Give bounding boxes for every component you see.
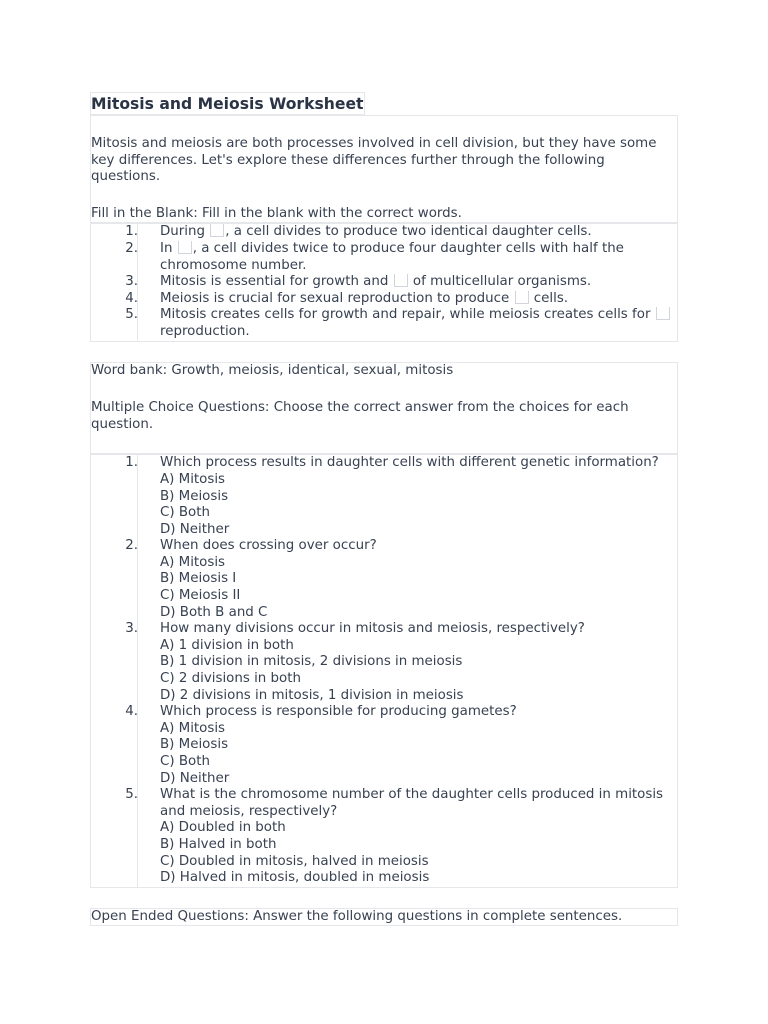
- text-after-blank: reproduction.: [160, 323, 250, 339]
- answer-option: B) Meiosis I: [160, 571, 237, 587]
- answer-option: D) Neither: [160, 770, 230, 786]
- answer-option: C) Both: [160, 754, 210, 769]
- item-number: 2.: [125, 240, 138, 256]
- fill-in-text: [138, 307, 677, 340]
- text-after-blank: , a cell divides twice to produce four daughter cells with half the chromosome number.: [160, 240, 624, 273]
- fill-in-heading: Fill in the Blank: Fill in the blank with the correct words.: [91, 205, 462, 221]
- answer-option: A) 1 division in both: [160, 637, 294, 653]
- text-after-blank: cells.: [533, 290, 569, 306]
- question-text: When does crossing over occur?: [160, 538, 377, 554]
- item-number: 4.: [125, 290, 138, 306]
- question-number: 3.: [125, 621, 138, 637]
- text-before-blank: Mitosis creates cells for growth and repair, while meiosis creates cells for: [160, 307, 651, 323]
- answer-blank[interactable]: [515, 291, 529, 304]
- answer-option: D) Both B and C: [160, 604, 268, 620]
- answer-option: C) Doubled in mitosis, halved in meiosis: [160, 853, 429, 869]
- fill-in-item: [125, 307, 677, 340]
- answer-option: A) Mitosis: [160, 471, 226, 487]
- word-bank: Word bank: Growth, meiosis, identical, sexual, mitosis: [91, 362, 454, 378]
- fill-in-text: [138, 224, 677, 241]
- text-before-blank: Mitosis is essential for growth and: [160, 274, 389, 290]
- question-body: [138, 787, 677, 887]
- question-item: [125, 704, 677, 787]
- multiple-choice-list: [125, 455, 677, 886]
- question-number: 4.: [125, 704, 138, 720]
- answer-option: D) Halved in mitosis, doubled in meiosis: [160, 870, 430, 886]
- question-number: 5.: [125, 787, 138, 803]
- question-text: Which process is responsible for producing gametes?: [160, 704, 517, 720]
- text-after-blank: , a cell divides to produce two identical daughter cells.: [225, 224, 592, 240]
- answer-blank[interactable]: [178, 241, 192, 254]
- answer-option: C) 2 divisions in both: [160, 671, 301, 687]
- question-item: [125, 538, 677, 621]
- item-number: 5.: [125, 307, 138, 323]
- intro-section: [90, 115, 678, 223]
- question-text: What is the chromosome number of the daughter cells produced in mitosis and meiosis, respectively?: [160, 787, 664, 819]
- text-after-blank: of multicellular organisms.: [412, 274, 592, 290]
- multiple-choice-list-box: [90, 454, 678, 887]
- answer-option: B) 1 division in mitosis, 2 divisions in meiosis: [160, 654, 463, 670]
- fill-in-text: [138, 241, 677, 274]
- question-body: [138, 538, 677, 621]
- word-bank-section: [90, 362, 678, 455]
- answer-option: A) Mitosis: [160, 720, 226, 736]
- page-title: Mitosis and Meiosis Worksheet: [90, 92, 365, 115]
- fill-in-text: [138, 291, 677, 308]
- item-number: 3.: [125, 274, 138, 290]
- intro-paragraph: Mitosis and meiosis are both processes involved in cell division, but they have some key differences. Let's explore these differences further through the following questions.: [91, 136, 657, 185]
- answer-option: A) Doubled in both: [160, 820, 286, 836]
- item-number: 1.: [125, 224, 138, 240]
- fill-in-item: [125, 240, 677, 274]
- question-number: 2.: [125, 538, 138, 554]
- text-before-blank: During: [160, 224, 206, 240]
- answer-option: B) Meiosis: [160, 737, 229, 753]
- answer-option: C) Both: [160, 505, 210, 521]
- fill-in-list-box: [90, 223, 678, 341]
- answer-option: A) Mitosis: [160, 554, 226, 570]
- fill-in-list: [125, 224, 677, 340]
- answer-option: C) Meiosis II: [160, 588, 241, 604]
- question-item: [125, 455, 677, 538]
- question-number: 1.: [125, 455, 138, 471]
- question-text: How many divisions occur in mitosis and meiosis, respectively?: [160, 621, 585, 637]
- open-ended-section: [90, 908, 678, 927]
- answer-blank[interactable]: [210, 224, 224, 237]
- answer-option: B) Meiosis: [160, 488, 229, 504]
- answer-option: D) Neither: [160, 521, 230, 537]
- question-body: [138, 704, 677, 787]
- worksheet-page: [90, 92, 678, 926]
- answer-option: B) Halved in both: [160, 836, 277, 852]
- fill-in-text: [138, 274, 677, 291]
- answer-blank[interactable]: [656, 307, 670, 320]
- question-body: [138, 621, 677, 704]
- question-body: [138, 455, 677, 538]
- text-before-blank: In: [160, 240, 173, 256]
- fill-in-item: [125, 290, 677, 308]
- fill-in-item: [125, 224, 677, 241]
- answer-blank[interactable]: [394, 274, 408, 287]
- question-text: Which process results in daughter cells with different genetic information?: [160, 455, 659, 471]
- answer-option: D) 2 divisions in mitosis, 1 division in meiosis: [160, 687, 464, 703]
- fill-in-item: [125, 274, 677, 291]
- text-before-blank: Meiosis is crucial for sexual reproduction to produce: [160, 290, 510, 306]
- multiple-choice-heading: Multiple Choice Questions: Choose the correct answer from the choices for each question.: [91, 400, 629, 432]
- open-ended-heading: Open Ended Questions: Answer the following questions in complete sentences.: [91, 908, 623, 924]
- question-item: [125, 787, 677, 887]
- question-item: [125, 621, 677, 704]
